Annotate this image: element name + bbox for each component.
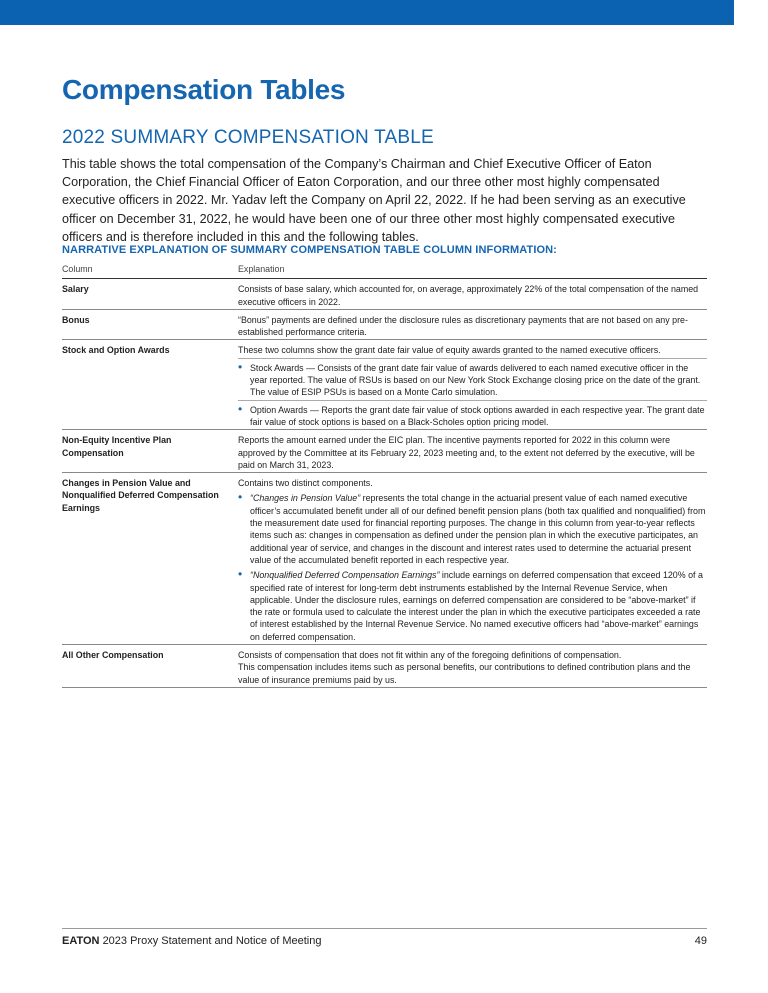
bullet-text: Stock Awards — Consists of the grant date fair value of awards delivered to each named executive officer in the year reported. The value of RSUs is based on our New York Stock Exchange closing price on the date of the grant. The value of ESIP PSUs is based on a Monte Carlo simulation. <box>250 362 701 398</box>
row-explanation: These two columns show the grant date fair value of equity awards granted to the named executive officers. <box>238 345 661 356</box>
row-explanation: Contains two distinct components. <box>238 478 373 489</box>
row-label: Bonus <box>62 314 90 325</box>
bullet-item <box>238 569 707 643</box>
bullet-item <box>238 400 707 429</box>
header-column: Column <box>62 264 93 274</box>
row-explanation-group <box>238 649 707 686</box>
header-explanation: Explanation <box>238 264 285 274</box>
row-explanation: “Bonus” payments are defined under the disclosure rules as discretionary payments that are not based on any pre-established performance criteria. <box>238 314 688 338</box>
bullet-dot-icon: • <box>238 490 243 505</box>
footer-doc-title: 2023 Proxy Statement and Notice of Meeting <box>102 935 322 947</box>
bullet-term: “Nonqualified Deferred Compensation Earnings” <box>250 570 440 581</box>
bullet-dot-icon: • <box>238 359 243 374</box>
table-row <box>62 340 707 430</box>
narrative-heading: NARRATIVE EXPLANATION OF SUMMARY COMPENSATION TABLE COLUMN INFORMATION: <box>62 244 557 256</box>
footer-brand: EATON <box>62 935 100 947</box>
footer-divider <box>62 928 707 929</box>
row-label: Changes in Pension Value and Nonqualified Deferred Compensation Earnings <box>62 478 219 513</box>
row-explanation-group <box>238 477 707 643</box>
bullet-item <box>238 492 707 566</box>
bullet-term: “Changes in Pension Value” <box>250 493 361 504</box>
column-explanation-table <box>62 263 707 688</box>
row-explanation: Reports the amount earned under the EIC plan. The incentive payments reported for 2022 in this column were approved by the Committee at its February 22, 2023 meeting and, to the extent not deferred by the executive, will be paid on March 31, 2023. <box>238 435 695 470</box>
top-banner <box>0 0 734 25</box>
bullet-item <box>238 358 707 399</box>
row-label: Non-Equity Incentive Plan Compensation <box>62 435 172 458</box>
intro-paragraph: This table shows the total compensation of the Company’s Chairman and Chief Executive Officer of Eaton Corporation, the Chief Financial Officer of Eaton Corporation, and our three other most highly compensated executive officers in 2022. Mr. Yadav left the Company on April 22, 2022. If he had been serving as an executive officer on December 31, 2022, he would have been one of our three other most highly compensated executive officers and is therefore included in this and the following tables. <box>62 157 686 244</box>
bullet-text: include earnings on deferred compensation that exceed 120% of a specified rate of interest for long-term debt instruments established by the Internal Revenue Service, when applicable. Under the disclosure rules, earnings on deferred compensation are considered to be “above-market” if the rate or formula used to calculate the interest under the plan in which the executive participates exceeded a rate of interest established by the Internal Revenue Service. No named executive officers had “above-market” earnings on deferred compensation. <box>250 570 703 642</box>
table-row <box>62 310 707 341</box>
table-header <box>62 263 707 279</box>
bullet-text: represents the total change in the actuarial present value of each named executive officer’s accumulated benefit under all of our defined benefit pension plans (both tax qualified and nonqualified) from the measurement date used for financial reporting purposes. The change in this column from year-to-year reflects items such as: changes in compensation as defined under the pension plan in which the executive participates, an additional year of service, and changes in the discount and interest rates used to determine the actuarial present value of the accumulated benefit reported in each respective year. <box>250 493 706 565</box>
page-title: Compensation Tables <box>62 74 346 105</box>
table-row <box>62 430 707 473</box>
row-label: Salary <box>62 284 89 295</box>
table-row <box>62 279 707 310</box>
table-row <box>62 645 707 688</box>
bullet-dot-icon: • <box>238 401 243 416</box>
page-number: 49 <box>694 935 707 947</box>
row-explanation: Consists of compensation that does not fit within any of the foregoing definitions of compensation. <box>238 650 622 661</box>
row-label: All Other Compensation <box>62 650 164 661</box>
section-title: 2022 SUMMARY COMPENSATION TABLE <box>62 127 434 148</box>
row-explanation: Consists of base salary, which accounted for, on average, approximately 22% of the total compensation of the named executive officers in 2022. <box>238 284 699 307</box>
bullet-text: Option Awards — Reports the grant date fair value of stock options awarded in each respective year. The grant date fair value of stock options is based on a Black-Scholes option pricing model. <box>250 404 705 427</box>
table-row <box>62 473 707 645</box>
row-explanation-group <box>238 344 707 428</box>
bullet-dot-icon: • <box>238 567 243 582</box>
footer-title <box>62 935 321 947</box>
row-explanation-continued: This compensation includes items such as personal benefits, our contributions to defined contribution plans and the value of insurance premiums paid by us. <box>238 662 691 685</box>
row-label: Stock and Option Awards <box>62 345 170 356</box>
